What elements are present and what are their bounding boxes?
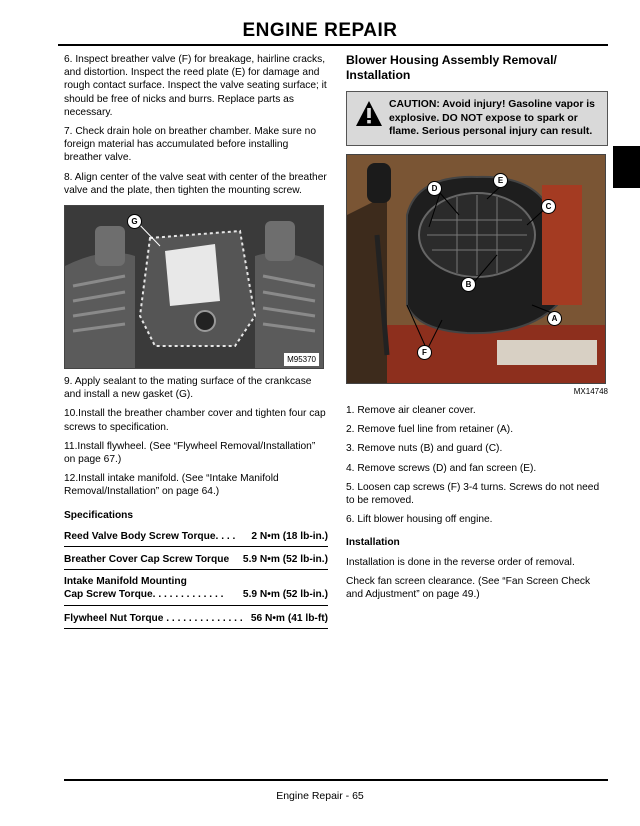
page-header-title: ENGINE REPAIR xyxy=(242,20,398,41)
page-footer: Engine Repair - 65 xyxy=(276,790,364,802)
left-column xyxy=(64,53,328,634)
warning-triangle-icon xyxy=(355,100,383,128)
step-8: 8. Align center of the valve seat with center of the breather valve and the plate, then tighten the mounting screw. xyxy=(64,171,327,196)
caution-box xyxy=(346,91,608,146)
blower-housing-photo xyxy=(346,154,606,384)
spec-breather-value: 5.9 N•m (52 lb-in.) xyxy=(242,554,328,566)
step-9: 9. Apply sealant to the mating surface of the crankcase and install a new gasket (G). xyxy=(64,376,312,401)
spec-reed-value: 2 N•m (18 lb-in.) xyxy=(251,530,328,542)
figure-id-m95370: M95370 xyxy=(284,353,319,366)
spec-reed-label: Reed Valve Body Screw Torque. . . . xyxy=(64,530,236,542)
breather-chamber-photo xyxy=(64,205,324,369)
spec-intake-value: 5.9 N•m (52 lb-in.) xyxy=(242,589,328,601)
callout-b: B xyxy=(461,277,476,292)
spec-breather-label: Breather Cover Cap Screw Torque xyxy=(64,554,230,566)
section-title: Blower Housing Assembly Removal/ Installation xyxy=(346,53,557,82)
spec-breather-cover xyxy=(64,552,328,570)
step-6: 6. Inspect breather valve (F) for breakage, hairline cracks, and distortion. Inspect the reed plate (E) for damage and rough contact surface. Inspect the valve seating surface; it should be free of nicks and burrs. Replace parts as necessary. xyxy=(64,54,327,118)
removal-step-4: 4. Remove screws (D) and fan screen (E). xyxy=(346,462,537,474)
caution-text: CAUTION: Avoid injury! Gasoline vapor is explosive. DO NOT expose to spark or flame. Serious personal injury can result. xyxy=(389,99,595,138)
callout-g: G xyxy=(127,214,142,229)
callout-d: D xyxy=(427,181,442,196)
step-11: 11.Install flywheel. (See “Flywheel Removal/Installation” on page 67.) xyxy=(64,440,316,466)
spec-flywheel-nut xyxy=(64,611,328,629)
spec-flywheel-value: 56 N•m (41 lb-ft) xyxy=(250,612,328,624)
installation-title: Installation xyxy=(346,537,400,549)
installation-text-2: Check fan screen clearance. (See “Fan Screen Check and Adjustment” on page 49.) xyxy=(346,575,591,601)
spec-intake-manifold xyxy=(64,575,328,605)
step-10: 10.Install the breather chamber cover and tighten four cap screws to specification. xyxy=(64,408,326,433)
removal-step-5: 5. Loosen cap screws (F) 3-4 turns. Screws do not need to be removed. xyxy=(346,481,600,506)
right-column xyxy=(346,53,608,607)
removal-step-3: 3. Remove nuts (B) and guard (C). xyxy=(346,443,503,455)
footer-rule xyxy=(64,779,608,781)
removal-step-2: 2. Remove fuel line from retainer (A). xyxy=(346,424,514,436)
figure-id-mx14748: MX14748 xyxy=(573,386,608,396)
step-7: 7. Check drain hole on breather chamber. Make sure no foreign material has accumulated before installing breather valve. xyxy=(64,126,317,164)
step-12: 12.Install intake manifold. (See “Intake Manifold Removal/Installation” on page 64.) xyxy=(64,473,279,498)
installation-text-1: Installation is done in the reverse order of removal. xyxy=(346,556,575,568)
callout-f: F xyxy=(417,345,432,360)
removal-step-6: 6. Lift blower housing off engine. xyxy=(346,514,493,526)
blower-housing-illustration xyxy=(347,155,605,383)
callout-e: E xyxy=(493,173,508,188)
spec-reed-valve xyxy=(64,529,328,547)
section-thumb-tab xyxy=(613,146,640,188)
removal-step-1: 1. Remove air cleaner cover. xyxy=(346,404,476,416)
callout-a: A xyxy=(547,311,562,326)
spec-intake-label1: Intake Manifold Mounting xyxy=(64,576,187,588)
specifications-title: Specifications xyxy=(64,509,134,521)
spec-intake-label2: Cap Screw Torque. . . . . . . . . . . . . xyxy=(64,589,224,601)
spec-flywheel-label: Flywheel Nut Torque . . . . . . . . . . . . . . xyxy=(64,612,243,624)
callout-c: C xyxy=(541,199,556,214)
header-rule xyxy=(58,44,608,46)
breather-chamber-illustration xyxy=(65,206,323,368)
